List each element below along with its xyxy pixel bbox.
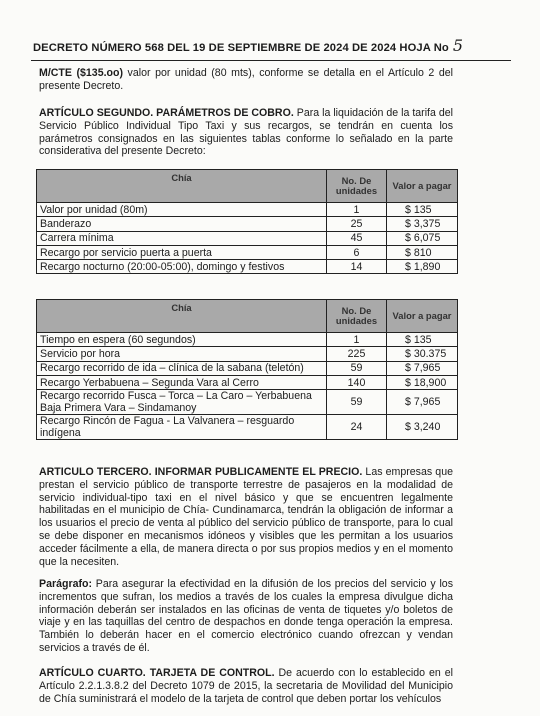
article-2-text: Para la liquidación de la tarifa del Servicio Público Individual Tipo Taxi y sus recargos, se tendrán en cuenta los parámetros consignados en las siguientes tablas conforme lo señalado en la parte considerativa del presente Decreto: [39, 107, 453, 158]
page-number: 5 [452, 36, 464, 55]
table-row [37, 361, 458, 375]
row-value: $ 6,075 [387, 231, 458, 245]
table-row [37, 231, 458, 245]
row-value: $ 18,900 [387, 375, 458, 389]
row-concept: Valor por unidad (80m) [37, 203, 327, 217]
row-units: 59 [327, 390, 387, 415]
article-3-text: Las empresas que prestan el servicio público de transporte terrestre de pasajeros en la modalidad de servicio individual-tipo taxi en el nivel básico y que se encuentren legalmente habilitadas en el municipio de Chía- Cundinamarca, tendrán la obligación de informar a los usuarios el precio de venta al público del servicio público de transporte, para lo cual se debe disponer en mecanismos idóneos y visibles que les permitan a los usuarios acceder fácilmente a ella, de manera directa o por sus propios medios y en el momento que la necesiten. [39, 466, 453, 568]
row-units: 59 [327, 361, 387, 375]
article-2-paragraph [39, 107, 453, 158]
table-row [37, 333, 458, 347]
column-header-value: Valor a pagar [387, 170, 458, 203]
paragrafo-text: Para asegurar la efectividad en la difusión de los precios del servicio y los incrementos que sufran, los medios a través de los cuales la empresa divulgue dicha información deberán ser instalados en las oficinas de venta de tiquetes y/o boletos de viaje y en las taquillas del centro de despachos en donde tenga operación la empresa. También lo deberán hacer en el comercio electrónico cuando ofrezcan y vendan servicios a través de él. [39, 578, 453, 654]
row-concept: Recargo recorrido de ida – clínica de la sabana (teletón) [37, 361, 327, 375]
row-concept: Tiempo en espera (60 segundos) [37, 333, 327, 347]
row-units: 1 [327, 333, 387, 347]
article-3-paragraph [39, 466, 453, 568]
table-row [37, 390, 458, 415]
row-units: 45 [327, 231, 387, 245]
column-header-units: No. De unidades [327, 170, 387, 203]
row-units: 1 [327, 203, 387, 217]
rates-table-2 [36, 299, 458, 440]
paragrafo-heading: Parágrafo: [39, 578, 92, 590]
row-value: $ 135 [387, 333, 458, 347]
table-row [37, 260, 458, 274]
row-units: 6 [327, 245, 387, 259]
article-4-paragraph [39, 667, 453, 705]
column-header-value: Valor a pagar [387, 300, 458, 333]
column-header-chia: Chía [37, 170, 327, 203]
row-concept: Recargo nocturno (20:00-05:00), domingo y festivos [37, 260, 327, 274]
table-header-row [37, 300, 458, 333]
row-value: $ 7,965 [387, 361, 458, 375]
article-3-heading: ARTICULO TERCERO. INFORMAR PUBLICAMENTE EL PRECIO. [39, 466, 363, 478]
decree-header [33, 36, 503, 55]
row-units: 14 [327, 260, 387, 274]
article-2-heading: ARTÍCULO SEGUNDO. PARÁMETROS DE COBRO. [39, 107, 294, 119]
row-value: $ 7,965 [387, 390, 458, 415]
column-header-chia: Chía [37, 300, 327, 333]
table-row [37, 245, 458, 259]
row-value: $ 3,240 [387, 415, 458, 440]
row-value: $ 135 [387, 203, 458, 217]
article-4-heading: ARTÍCULO CUARTO. TARJETA DE CONTROL. [39, 667, 275, 679]
row-units: 25 [327, 217, 387, 231]
row-units: 225 [327, 347, 387, 361]
row-concept: Carrera mínima [37, 231, 327, 245]
row-concept: Recargo Yerbabuena – Segunda Vara al Cerro [37, 375, 327, 389]
rates-table-1 [36, 169, 458, 274]
row-value: $ 1,890 [387, 260, 458, 274]
column-header-units: No. De unidades [327, 300, 387, 333]
row-concept: Recargo por servicio puerta a puerta [37, 245, 327, 259]
intro-text: valor por unidad (80 mts), conforme se detalla en el Artículo 2 del presente Decreto. [39, 67, 453, 92]
row-value: $ 810 [387, 245, 458, 259]
row-concept: Recargo recorrido Fusca – Torca – La Caro – Yerbabuena Baja Primera Vara – Sindamanoy [37, 390, 327, 415]
row-units: 140 [327, 375, 387, 389]
table-row [37, 375, 458, 389]
intro-paragraph [39, 67, 453, 93]
table-row [37, 203, 458, 217]
table-row [37, 217, 458, 231]
row-concept: Recargo Rincón de Fagua - La Valvanera – resguardo indígena [37, 415, 327, 440]
table-header-row [37, 170, 458, 203]
row-concept: Banderazo [37, 217, 327, 231]
article-4-text: De acuerdo con lo establecido en el Artículo 2.2.1.3.8.2 del Decreto 1079 de 2015, la secretaria de Movilidad del Municipio de Chía suministrará el modelo de la tarjeta de control que deben portar los vehículos [39, 667, 453, 705]
header-rule [31, 60, 511, 61]
row-value: $ 30.375 [387, 347, 458, 361]
table-row [37, 347, 458, 361]
row-concept: Servicio por hora [37, 347, 327, 361]
row-units: 24 [327, 415, 387, 440]
paragrafo-paragraph [39, 578, 453, 655]
intro-amount: M/CTE ($135.oo) [39, 67, 124, 79]
decree-title: DECRETO NÚMERO 568 DEL 19 DE SEPTIEMBRE DE 2024 DE 2024 HOJA No [33, 42, 449, 54]
row-value: $ 3,375 [387, 217, 458, 231]
table-row [37, 415, 458, 440]
